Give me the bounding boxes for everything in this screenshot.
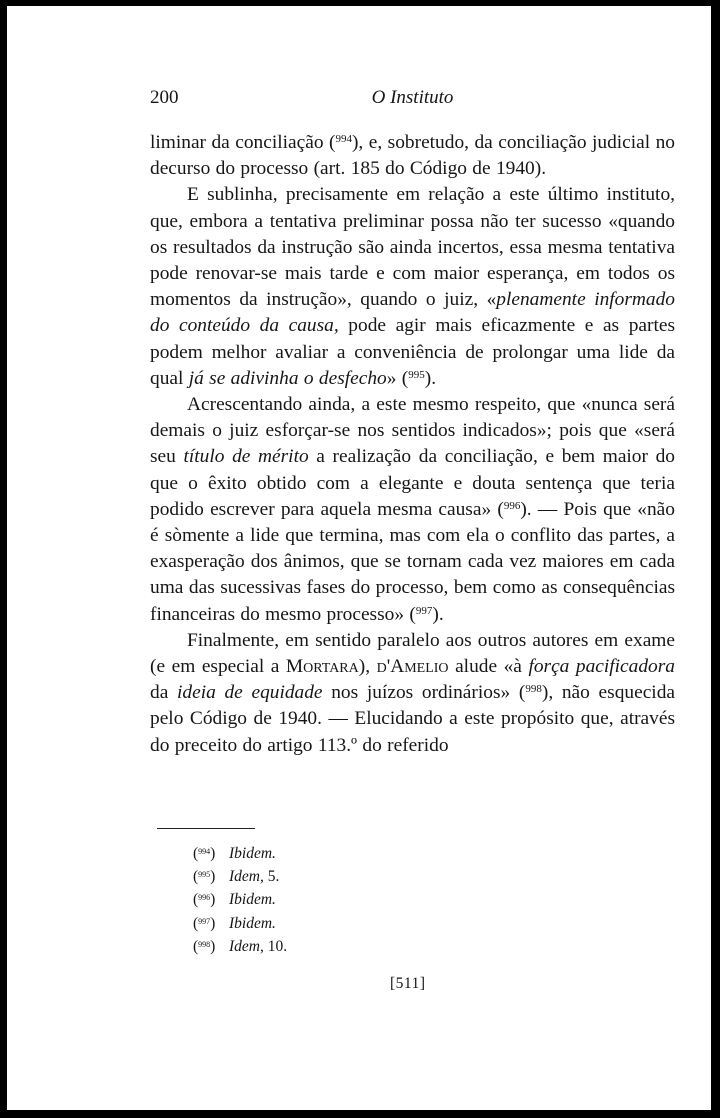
footnote-ref: 997 [415,604,433,617]
author-name: d'Amelio [376,656,449,678]
footnote: ($^{998}$) Idem, 10. [193,937,288,955]
footnote: ($^{994}$) Ibidem. [193,845,276,862]
body-text [150,130,675,759]
page-number: 200 [150,87,179,108]
paragraph-2: E sublinha, precisamente em relação a este último instituto, que, embora a tentativa preliminar possa não ter sucesso «quando os resultados da instrução são ainda incertos, essa mesma tentativa pode renovar-se mais tarde e com maior esperança, em todos os momentos da instrução», quando o juiz, «plenamente informado do conteúdo da causa, pode agir mais eficazmente e as partes podem melhor avaliar a conveniência de prolongar uma lide da qual já se adivinha o desfecho» ($^{995}$). [150,184,676,389]
signature-mark: [511] [390,975,426,992]
footnote-ref: 995 [408,368,425,381]
paragraph-4: Finalmente, em sentido paralelo aos outros autores em exame (e em especial a Mortara), d'Amelio alude «à força pacificadora da ideia de equidade nos juízos ordinários» ($^{998}$), não esquecida pelo Código de 1940. — Elucidando a este propósito que, através do preceito do artigo 113.º do referido [150,629,675,756]
footnote: ($^{995}$) Idem, 5. [193,868,280,886]
author-name: Mortara [285,656,359,678]
footnote: ($^{997}$) Ibidem. [193,914,276,932]
page [7,6,711,1110]
footnote: ($^{996}$) Ibidem. [193,891,276,909]
footnote-ref: 998 [525,683,542,696]
footnote-ref: 994 [335,133,352,145]
footnote-ref: 996 [503,499,521,512]
footnotes [193,842,433,958]
running-title: O Instituto [371,87,454,108]
paragraph-3: Acrescentando ainda, a este mesmo respeito, que «nunca será demais o juiz esforçar-se nos sentidos indicados»; pois que «será seu título de mérito a realização da conciliação, e bem maior do que o êxito obtido com a elegante e douta sentença que teria podido escrever para aquela mesma causa» ($^{996}$). — Pois que «não é sòmente a lide que termina, mas com ela o conflito das partes, a exasperação dos ânimos, que se tornam cada vez maiores em cada uma das sucessivas fases do processo, bem como as consequências financeiras do mesmo processo» ($^{997}$). [150,394,675,625]
running-header [150,80,675,116]
paragraph-1: liminar da conciliação ($^{994}$), e, sobretudo, da conciliação judicial no decurso do processo (art. 185 do Código de 1940). [150,132,676,180]
footnote-divider [157,828,255,829]
